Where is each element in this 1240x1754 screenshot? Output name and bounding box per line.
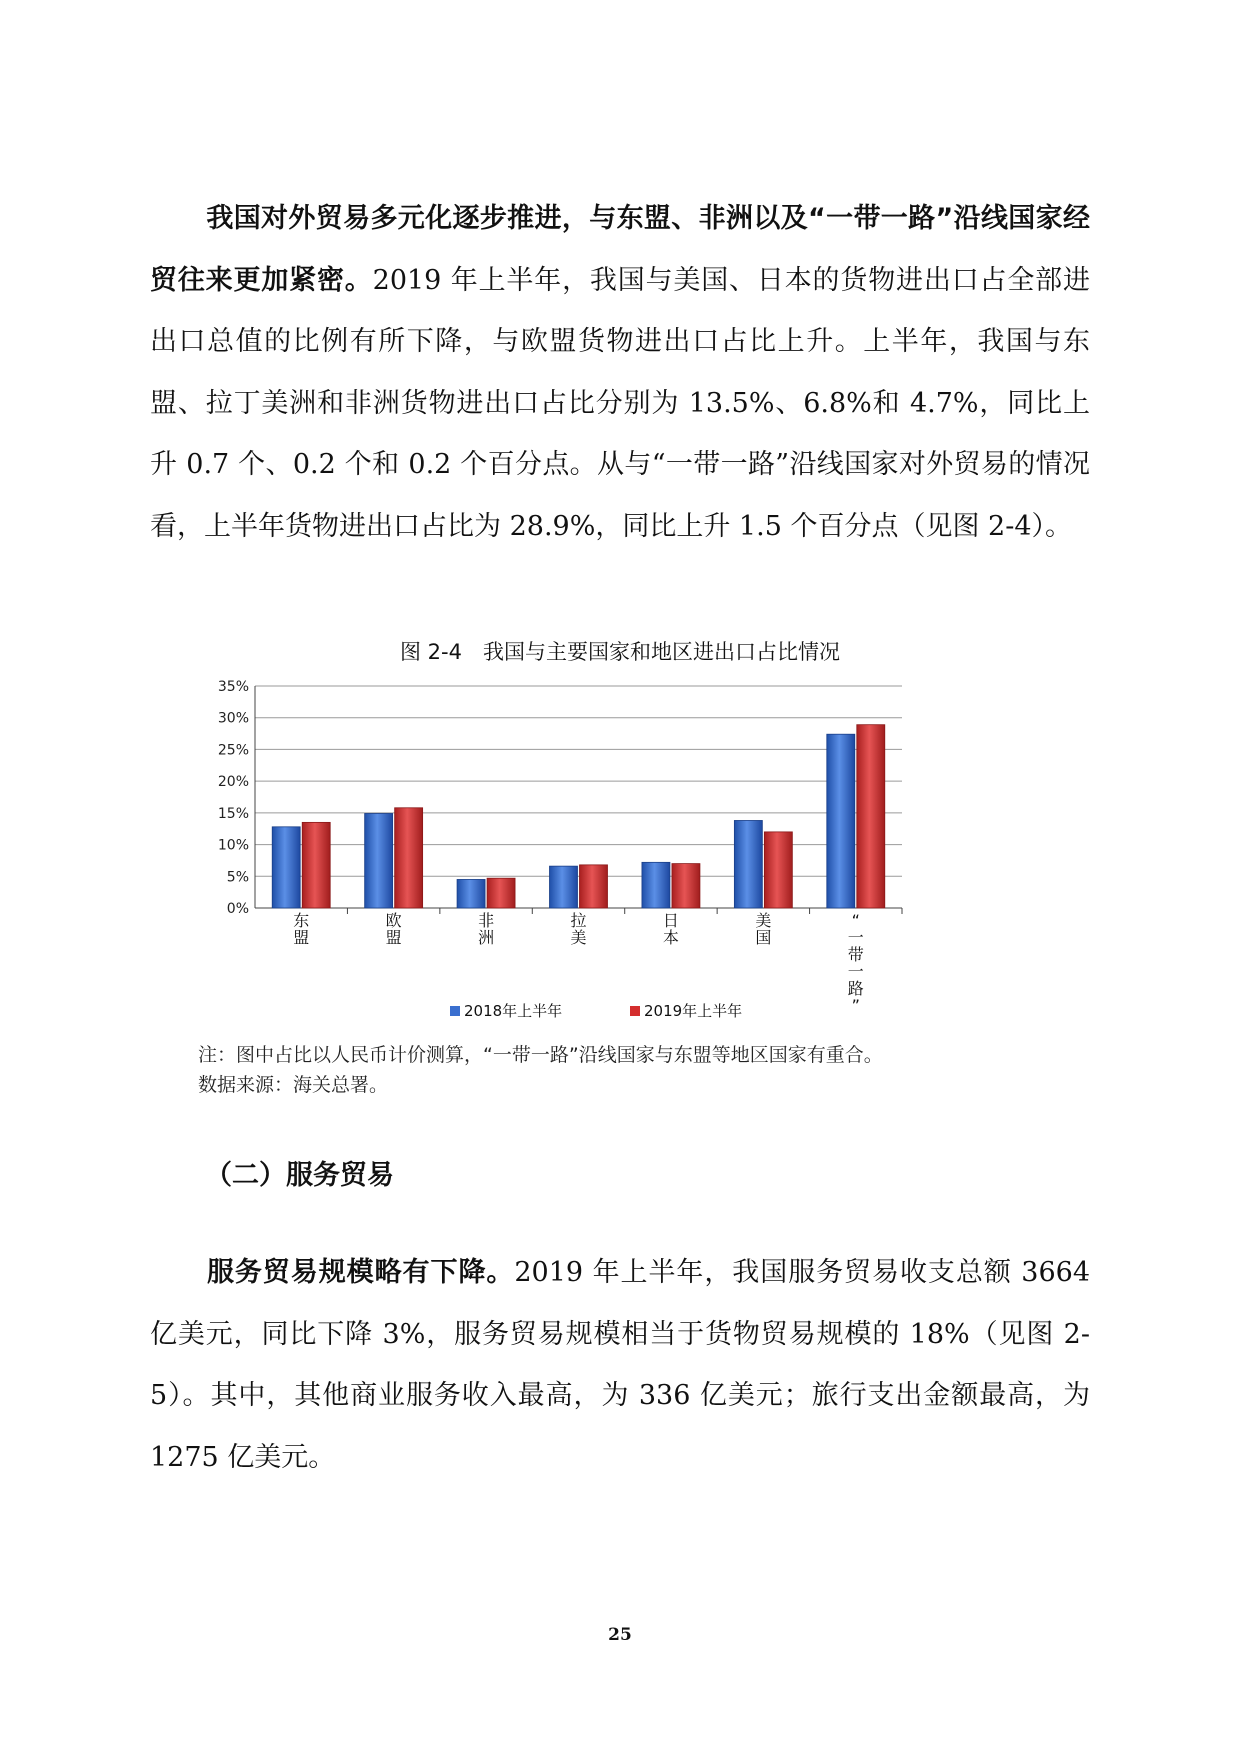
legend-label: 2018年上半年	[464, 1002, 563, 1020]
y-tick-label: 5%	[226, 869, 249, 886]
y-tick-label: 35%	[217, 679, 249, 695]
bar	[580, 865, 608, 908]
bar	[365, 813, 393, 908]
x-category-label-char: 本	[662, 928, 679, 947]
paragraph-body: 2019 年上半年，我国与美国、日本的货物进出口占全部进出口总值的比例有所下降，与欧盟货物进出口占比上升。上半年，我国与东盟、拉丁美洲和非洲货物进出口占比分别为 13.5%、6.8%和 4.7%，同比上升 0.7 个、0.2 个和 0.2 个百分点。从与“一带一路”沿线国家对外贸易的情况看，上半年货物进出口占比为 28.9%，同比上升 1.5 个百分点（见图 2-4）。	[150, 264, 1091, 542]
x-category-label-char: 盟	[385, 928, 402, 947]
bar	[764, 832, 792, 908]
x-category-label-char: 拉	[570, 911, 587, 930]
bar	[272, 827, 300, 908]
figure-source: 数据来源：海关总署。	[198, 1074, 389, 1096]
x-category-label-char: 带	[847, 945, 864, 964]
paragraph-lead: 我国对外贸易多元化逐步推进，与东盟、非洲以及“一带一路”沿线国家经贸往来更加紧密。	[150, 203, 1090, 296]
bar	[734, 820, 762, 908]
bar	[457, 879, 485, 908]
legend-swatch	[450, 1006, 460, 1016]
bar	[642, 862, 670, 908]
x-category-label-char: “	[851, 911, 860, 930]
x-category-label-char: 欧	[385, 911, 402, 930]
y-tick-label: 20%	[217, 774, 249, 791]
y-tick-label: 15%	[217, 805, 249, 822]
bar-chart	[190, 678, 1050, 1033]
x-category-label-char: 一	[847, 962, 864, 981]
x-category-label-char: 非	[478, 911, 495, 930]
figure-note: 注：图中占比以人民币计价测算，“一带一路”沿线国家与东盟等地区国家有重合。	[198, 1044, 883, 1066]
section-heading: （二）服务贸易	[205, 1160, 394, 1191]
y-tick-label: 30%	[217, 710, 249, 727]
x-category-label-char: 洲	[478, 928, 495, 947]
y-tick-label: 25%	[217, 742, 249, 759]
x-category-label-char: 东	[293, 911, 310, 930]
paragraph-body: 2019 年上半年，我国服务贸易收支总额 3664 亿美元，同比下降 3%，服务贸易规模相当于货物贸易规模的 18%（见图 2-5）。其中，其他商业服务收入最高，为 336 亿美元；旅行支出金额最高，为 1275 亿美元。	[150, 1257, 1090, 1473]
page-number: 25	[608, 1625, 632, 1645]
bar	[302, 822, 330, 908]
y-tick-label: 0%	[226, 901, 249, 917]
bar	[487, 878, 515, 908]
x-category-label-char: ”	[851, 996, 860, 1015]
legend-label: 2019年上半年	[644, 1002, 743, 1020]
bar	[395, 808, 423, 908]
figure-title: 图 2-4 我国与主要国家和地区进出口占比情况	[400, 640, 840, 664]
bar	[827, 734, 855, 908]
x-category-label-char: 国	[755, 928, 772, 947]
x-category-label-char: 路	[847, 979, 864, 998]
paragraph-lead: 服务贸易规模略有下降。	[206, 1257, 515, 1288]
bar	[672, 864, 700, 908]
bar	[550, 866, 578, 908]
x-category-label-char: 盟	[293, 928, 310, 947]
bar	[857, 725, 885, 908]
x-category-label-char: 日	[662, 911, 679, 930]
legend-swatch	[630, 1006, 640, 1016]
paragraph-service-trade	[150, 1242, 1090, 1488]
x-category-label-char: 美	[755, 911, 772, 930]
paragraph-trade-diversification	[150, 188, 1090, 557]
x-category-label-char: 一	[847, 928, 864, 947]
x-category-label-char: 美	[570, 928, 587, 947]
y-tick-label: 10%	[217, 837, 249, 854]
